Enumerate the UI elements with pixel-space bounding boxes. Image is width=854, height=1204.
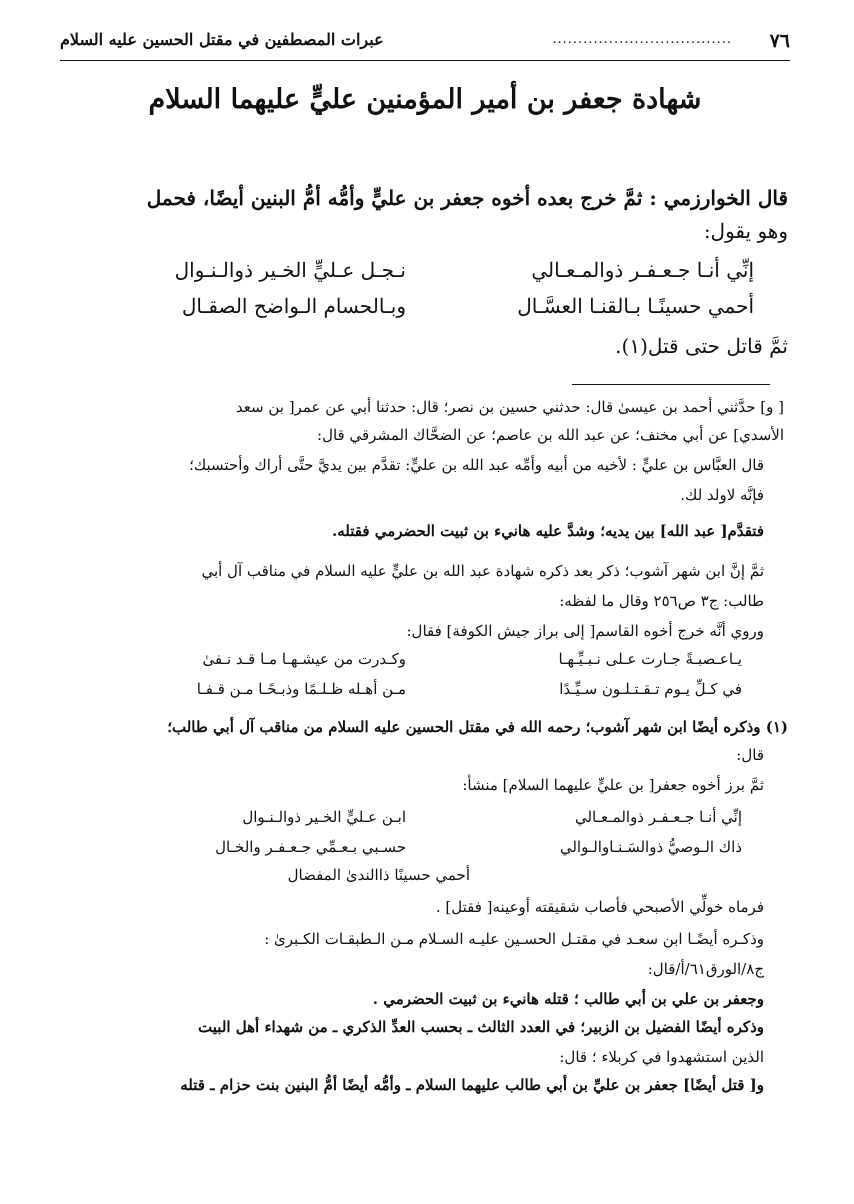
footnote-line: فرماه خولِّي الأصبحي فأصاب شقيقته أوعينه[ فقتل] . xyxy=(435,898,764,916)
footnote-verse-right: في كـلِّ يـوم تـقـتـلـون سـيِّـدًا xyxy=(559,680,742,698)
verse-left-hemistich: نـجـل عـليٍّ الخـير ذوالـنـوال xyxy=(174,258,406,282)
footnote-line: الأسدي] عن أبي مخنف؛ عن عبد الله بن عاصم؛ عن الضحَّاك المشرقي قال: xyxy=(317,426,784,444)
footnote-line: وجعفر بن علي بن أبي طالب ؛ قتله هانيء بن ثبيت الحضرمي . xyxy=(372,990,764,1008)
main-closing-line: ثمَّ قاتل حتى قتل(١). xyxy=(615,334,788,358)
footnote-verse-right: إنِّي أنـا جـعـفـر ذوالمـعـالي xyxy=(574,808,742,826)
main-line: وهو يقول: xyxy=(703,219,788,243)
footnote-verse-single: أحمي حسينًا ذاالندىٰ المفضال xyxy=(287,866,470,884)
footnote-1-line: ثمَّ برز أخوه جعفر[ بن عليٍّ عليهما السلام] منشأ: xyxy=(462,776,764,794)
verse-right-hemistich: أحمي حسينًـا بـالقنـا العسَّـال xyxy=(517,294,754,318)
footnote-verse-left: ابـن عـليٍّ الخـير ذوالـنـوال xyxy=(242,808,406,826)
footnote-line: فإنَّه لاولد لك. xyxy=(680,486,764,504)
footnote-line: وذكره أيضًا الفضيل بن الزبير؛ في العدد الثالث ـ بحسب العدِّ الذكري ـ من شهداء أهل البيت xyxy=(198,1018,764,1036)
footnote-line: الذين استشهدوا في كربلاء ؛ قال: xyxy=(559,1048,764,1066)
footnote-line: وذكـره أيضًـا ابن سعـد في مقتـل الحسـين عليـه السـلام مـن الـطبقـات الكـبرىٰ : xyxy=(264,930,764,948)
page-header xyxy=(60,26,790,60)
footnote-rule xyxy=(572,384,770,385)
footnote-verse-right: ذاك الـوصيُّ ذوالسَـنـاوالـوالي xyxy=(559,838,742,856)
verse-right-hemistich: إنِّي أنـا جـعـفـر ذوالمـعـالي xyxy=(531,258,754,282)
footnote-line: ثمَّ إنَّ ابن شهر آشوب؛ ذكر بعد ذكره شهادة عبد الله بن عليٍّ عليه السلام في مناقب آل أبي xyxy=(201,562,764,580)
footnote-line: قال العبَّاس بن عليٍّ : لأخيه من أبيه وأمِّه عبد الله بن عليٍّ: تقدَّم بين يديَّ حتَّى أراك وأحتسبك؛ xyxy=(189,456,764,474)
footnote-verse-left: مـن أهـله ظـلـمًا وذبـحًـا مـن قـفـا xyxy=(196,680,406,698)
header-leader-dots: ................................... xyxy=(552,32,732,47)
footnote-line: فتقدَّم[ عبد الله] بين يديه؛ وشدَّ عليه هانيء بن ثبيت الحضرمي فقتله. xyxy=(331,522,764,540)
footnote-1-line: (١) وذكره أيضًا ابن شهر آشوب؛ رحمه الله في مقتل الحسين عليه السلام من مناقب آل أبي طالب؛ xyxy=(167,718,788,736)
footnote-line: [ و] حدَّثني أحمد بن عيسىٰ قال: حدثني حسين بن نصر؛ قال: حدثنا أبي عن عمر[ بن سعد xyxy=(235,398,784,416)
chapter-title: شهادة جعفر بن أمير المؤمنين عليٍّ عليهما السلام xyxy=(148,84,702,115)
running-title: عبرات المصطفين في مقتل الحسين عليه السلام xyxy=(60,30,384,49)
footnote-verse-right: يـاعـصبـةً جـارت عـلى نـبـيِّـهـا xyxy=(558,650,742,668)
footnote-line: وروي أنَّه خرج أخوه القاسم[ إلى براز جيش الكوفة] فقال: xyxy=(406,622,764,640)
page-number: ٧٦ xyxy=(769,30,790,52)
main-line: قال الخوارزمي : ثمَّ خرج بعده أخوه جعفر بن عليٍّ وأمُّه أمُّ البنين أيضًا، فحمل xyxy=(146,186,788,210)
footnote-line: ج٨/الورق٦١/أ/قال: xyxy=(647,960,764,978)
footnote-1-line: قال: xyxy=(736,746,764,764)
footnote-verse-left: وكـدرت من عيشـهـا مـا قـد نـفىٰ xyxy=(202,650,406,668)
verse-left-hemistich: وبـالحسام الـواضح الصقـال xyxy=(181,294,406,318)
footnote-verse-left: حسـبي بـعـمِّي جـعـفـر والخـال xyxy=(215,838,406,856)
header-rule xyxy=(60,60,790,61)
footnote-line: و[ قتل أيضًا] جعفر بن عليِّ بن أبي طالب عليهما السلام ـ وأمُّه أيضًا أمُّ البنين بنت حزام ـ قتله xyxy=(180,1076,764,1094)
footnote-line: طالب: ج٣ ص٢٥٦ وقال ما لفظه: xyxy=(559,592,764,610)
